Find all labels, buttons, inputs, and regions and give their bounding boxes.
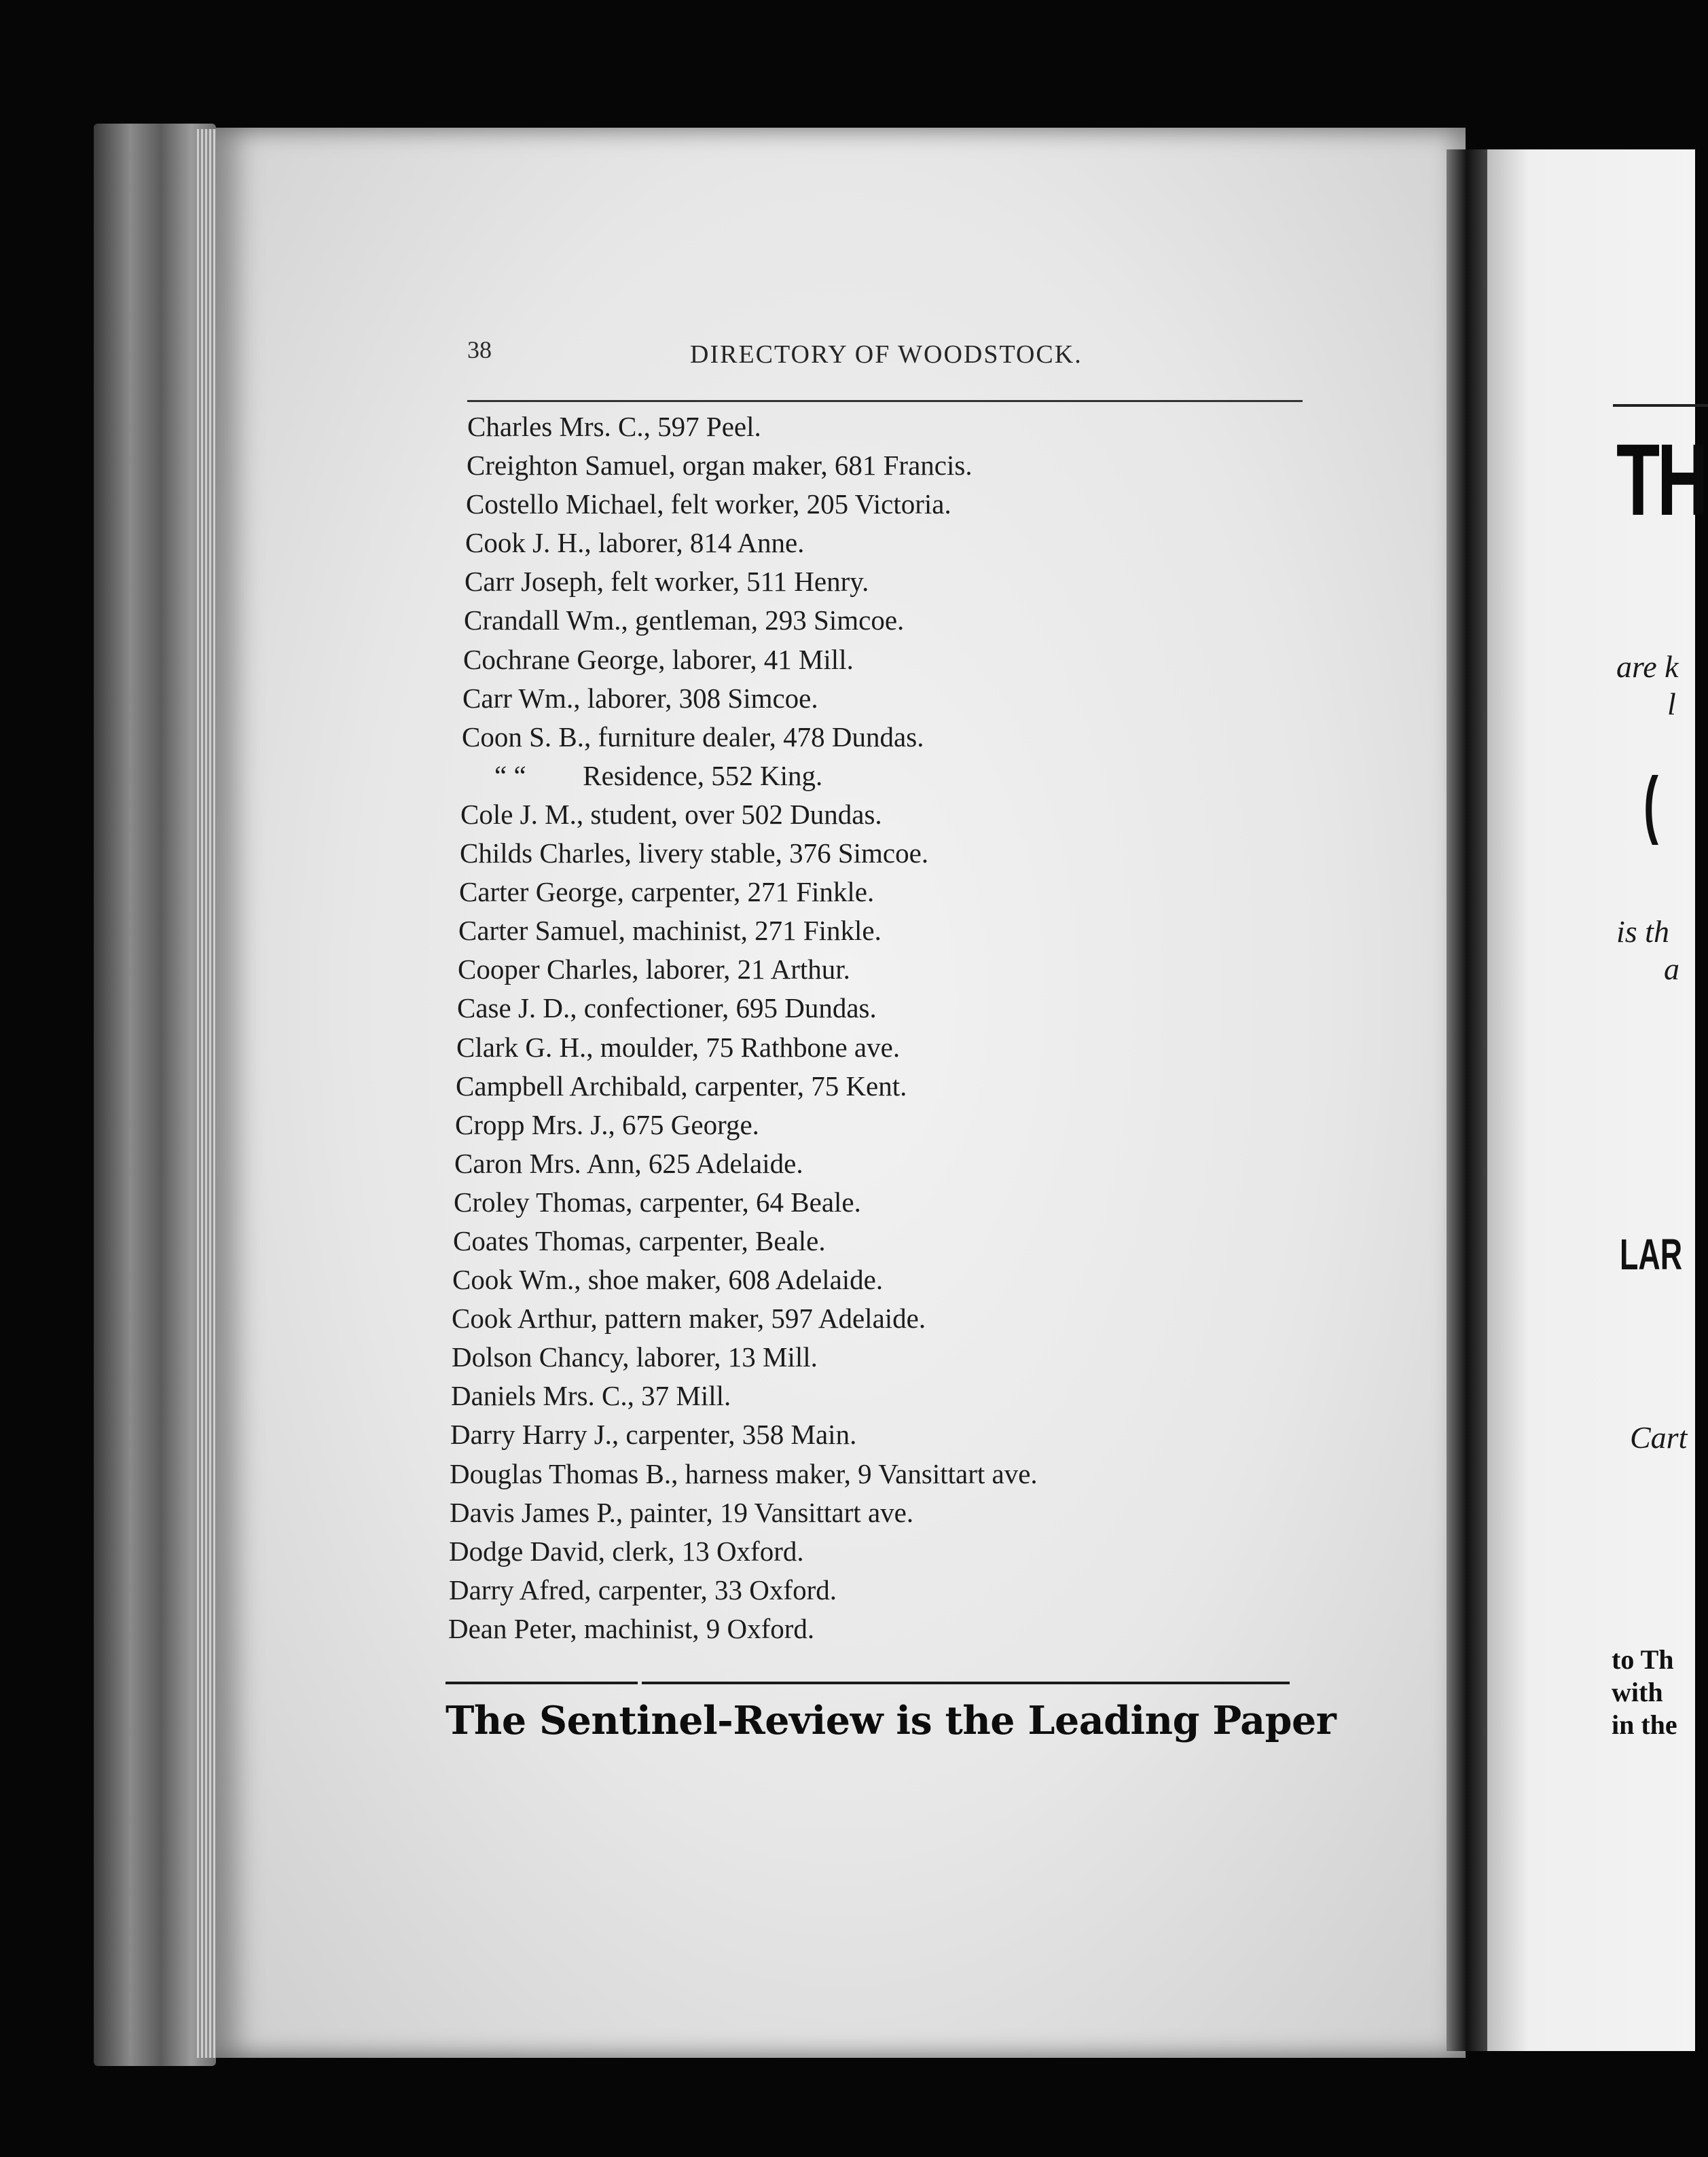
list-item: Cooper Charles, laborer, 21 Arthur.	[458, 954, 850, 985]
list-item: Crandall Wm., gentleman, 293 Simcoe.	[464, 604, 905, 636]
facing-page	[1487, 149, 1706, 2051]
book-gutter	[1447, 149, 1487, 2051]
list-item: Cook J. H., laborer, 814 Anne.	[465, 527, 805, 559]
footer-advert: The Sentinel-Review is the Leading Paper	[446, 1698, 1337, 1743]
facing-text: to Th	[1612, 1644, 1674, 1675]
page-header	[467, 336, 1303, 403]
list-item: Cochrane George, laborer, 41 Mill.	[463, 643, 854, 675]
facing-heading: TH	[1616, 422, 1706, 537]
list-item: Costello Michael, felt worker, 205 Victoria.	[466, 488, 951, 520]
list-item: Cook Arthur, pattern maker, 597 Adelaide.	[452, 1303, 926, 1335]
facing-text: Cart	[1630, 1420, 1688, 1455]
list-item: Case J. D., confectioner, 695 Dundas.	[457, 992, 877, 1024]
list-item: Douglas Thomas B., harness maker, 9 Vansittart ave.	[450, 1457, 1038, 1489]
footer-rule	[446, 1682, 1290, 1684]
list-item: Croley Thomas, carpenter, 64 Beale.	[454, 1186, 861, 1218]
list-item: Charles Mrs. C., 597 Peel.	[467, 411, 761, 442]
facing-text: in the	[1612, 1709, 1677, 1740]
facing-text: is th	[1616, 914, 1669, 949]
facing-rule	[1613, 404, 1708, 407]
list-item: Daniels Mrs. C., 37 Mill.	[451, 1380, 731, 1412]
list-item	[448, 757, 1318, 795]
list-item: Creighton Samuel, organ maker, 681 Francis.	[467, 450, 973, 482]
list-item: Campbell Archibald, carpenter, 75 Kent.	[456, 1070, 907, 1102]
facing-subheading: LAR	[1620, 1230, 1683, 1279]
directory-entries	[448, 407, 1318, 1648]
ditto-marks: “ “	[494, 759, 526, 791]
running-title: DIRECTORY OF WOODSTOCK.	[690, 340, 1083, 369]
list-item: Carter Samuel, machinist, 271 Finkle.	[458, 915, 882, 947]
header-rule	[467, 400, 1303, 402]
list-item: Davis James P., painter, 19 Vansittart ave.	[450, 1496, 914, 1528]
list-item: Darry Afred, carpenter, 33 Oxford.	[449, 1574, 837, 1606]
list-item: Childs Charles, livery stable, 376 Simcoe.	[460, 837, 929, 869]
list-item: Coates Thomas, carpenter, Beale.	[453, 1225, 826, 1256]
list-item: Clark G. H., moulder, 75 Rathbone ave.	[456, 1031, 901, 1063]
list-item: Dean Peter, machinist, 9 Oxford.	[448, 1612, 815, 1644]
list-item: Cole J. M., student, over 502 Dundas.	[460, 798, 882, 830]
list-item: Darry Harry J., carpenter, 358 Main.	[450, 1419, 857, 1451]
list-item: Cropp Mrs. J., 675 George.	[455, 1108, 759, 1140]
list-item: Carr Wm., laborer, 308 Simcoe.	[462, 682, 818, 714]
list-item: Dolson Chancy, laborer, 13 Mill.	[452, 1341, 818, 1373]
list-item: Carter George, carpenter, 271 Finkle.	[459, 876, 875, 908]
page-number: 38	[467, 336, 492, 363]
facing-heading-2: (	[1643, 762, 1658, 846]
list-item: Cook Wm., shoe maker, 608 Adelaide.	[452, 1264, 884, 1296]
list-item: Dodge David, clerk, 13 Oxford.	[449, 1535, 804, 1567]
ditto-entry-text: Residence, 552 King.	[583, 759, 823, 791]
facing-text: with	[1612, 1677, 1663, 1707]
facing-text: a	[1664, 951, 1679, 986]
list-item: Coon S. B., furniture dealer, 478 Dundas.	[462, 721, 924, 753]
facing-text: l	[1667, 687, 1676, 721]
list-item: Carr Joseph, felt worker, 511 Henry.	[465, 566, 869, 598]
facing-text: are k	[1616, 649, 1679, 684]
list-item: Caron Mrs. Ann, 625 Adelaide.	[454, 1147, 803, 1179]
